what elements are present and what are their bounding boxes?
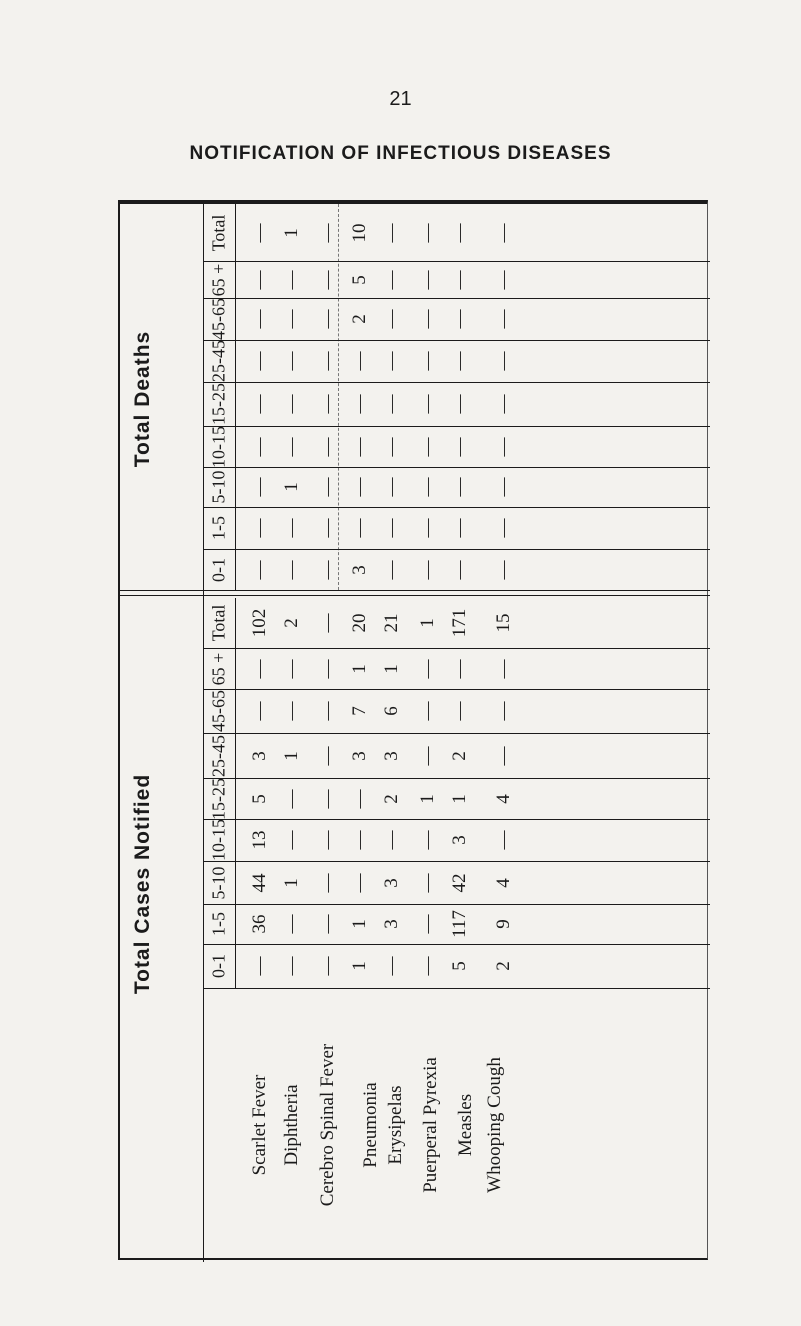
deaths-cell: —	[317, 518, 338, 538]
cases-cell: —	[281, 956, 302, 976]
cases-cell: —	[249, 956, 270, 976]
cases-cell: —	[493, 701, 514, 721]
deaths-cell: 10	[349, 223, 370, 242]
deaths-header-1: 1-5	[208, 516, 229, 540]
cases-cell: —	[417, 956, 438, 976]
cases-cell: 13	[249, 830, 270, 850]
deaths-cell: —	[281, 309, 302, 329]
cases-cell: 1	[281, 750, 302, 761]
row-rule	[203, 778, 710, 779]
cases-cell: —	[493, 830, 514, 850]
deaths-cell: —	[493, 351, 514, 371]
deaths-cell: —	[381, 518, 402, 538]
deaths-cell: —	[281, 270, 302, 289]
cases-cell: 1	[417, 618, 438, 628]
cases-cell: —	[493, 659, 514, 678]
deaths-header-4: 15-25	[208, 383, 229, 425]
cases-cell: 44	[249, 873, 270, 892]
header-column-rule	[235, 598, 236, 988]
cases-header-1: 1-5	[208, 912, 229, 936]
cases-cell: 1	[349, 919, 370, 929]
page-title: NOTIFICATION OF INFECTIOUS DISEASES	[189, 143, 612, 164]
deaths-cell: —	[249, 437, 270, 456]
cases-cell: —	[281, 659, 302, 678]
cases-cell: —	[249, 701, 270, 721]
cases-cell: 2	[381, 793, 402, 804]
disease-label: Whooping Cough	[484, 1057, 505, 1193]
deaths-cell: —	[417, 270, 438, 289]
deaths-cell: —	[317, 351, 338, 371]
cases-cell: —	[417, 746, 438, 765]
row-rule	[203, 819, 710, 820]
cases-cell: —	[281, 914, 302, 934]
row-rule	[203, 298, 710, 299]
deaths-cell: 5	[349, 274, 370, 285]
cases-header-3: 10-15	[208, 819, 229, 861]
cases-cell: 4	[493, 793, 514, 804]
deaths-cell: —	[317, 223, 338, 242]
deaths-cell: —	[493, 309, 514, 329]
cases-cell: 1	[349, 663, 370, 674]
cases-cell: 3	[449, 835, 470, 845]
cases-cell: —	[317, 873, 338, 892]
deaths-cell: —	[317, 560, 338, 579]
cases-header-6: 45-65	[208, 690, 229, 732]
cases-cell: 6	[381, 706, 402, 716]
row-rule	[203, 648, 710, 649]
cases-cell: —	[349, 789, 370, 808]
row-rule	[203, 861, 710, 862]
row-rule	[203, 340, 710, 341]
deaths-cell: —	[281, 518, 302, 538]
row-rule	[203, 426, 710, 427]
cases-cell: —	[381, 830, 402, 850]
cases-cell: 3	[249, 750, 270, 761]
section-title-deaths: Total Deaths	[131, 330, 154, 468]
deaths-cell: —	[349, 437, 370, 456]
deaths-cell: —	[317, 394, 338, 414]
deaths-cell: —	[493, 270, 514, 289]
cases-cell: 36	[249, 914, 270, 934]
cases-cell: 171	[449, 608, 470, 638]
deaths-cell: —	[493, 394, 514, 414]
cases-cell: 1	[449, 793, 470, 804]
cases-cell: 2	[493, 961, 514, 971]
notifications-table	[118, 200, 708, 1260]
deaths-header-2: 5-10	[208, 470, 229, 504]
cases-cell: —	[381, 956, 402, 976]
cases-cell: 4	[493, 877, 514, 888]
cases-header-7: 65 +	[208, 652, 229, 685]
cases-cell: —	[317, 830, 338, 850]
row-rule	[203, 689, 710, 690]
deaths-cell: —	[381, 437, 402, 456]
cases-cell: 7	[349, 706, 370, 716]
deaths-cell: —	[417, 560, 438, 579]
cases-header-0: 0-1	[208, 954, 229, 978]
deaths-cell: —	[493, 477, 514, 497]
cases-cell: —	[281, 701, 302, 721]
row-rule	[203, 904, 710, 905]
deaths-cell: —	[281, 560, 302, 579]
deaths-cell: —	[381, 270, 402, 289]
disease-label: Puerperal Pyrexia	[420, 1057, 441, 1193]
deaths-cell: —	[281, 351, 302, 371]
deaths-cell: —	[381, 351, 402, 371]
cases-cell: —	[249, 659, 270, 678]
cases-cell: —	[317, 701, 338, 721]
cases-cell: —	[449, 701, 470, 721]
deaths-cell: —	[417, 437, 438, 456]
cases-cell: 3	[381, 877, 402, 888]
deaths-cell: 2	[349, 314, 370, 324]
disease-label: Scarlet Fever	[249, 1074, 270, 1176]
deaths-cell: —	[493, 223, 514, 242]
page-number: 21	[389, 88, 412, 110]
row-rule	[203, 549, 710, 550]
deaths-cell: —	[449, 351, 470, 371]
deaths-cell: —	[417, 394, 438, 414]
deaths-cell: —	[417, 518, 438, 538]
cases-cell: 9	[493, 919, 514, 929]
cases-cell: 1	[381, 663, 402, 674]
cases-cell: —	[317, 613, 338, 633]
deaths-cell: —	[249, 394, 270, 414]
deaths-cell: —	[249, 309, 270, 329]
cases-cell: —	[417, 914, 438, 934]
cases-cell: —	[281, 830, 302, 850]
cases-cell: —	[349, 830, 370, 850]
deaths-cell: —	[249, 351, 270, 371]
row-rule	[203, 988, 710, 989]
deaths-cell: —	[281, 437, 302, 456]
deaths-cell: —	[417, 351, 438, 371]
deaths-header-5: 25-45	[208, 340, 229, 382]
deaths-cell: —	[349, 394, 370, 414]
deaths-cell: —	[381, 223, 402, 242]
disease-label: Erysipelas	[385, 1085, 406, 1165]
deaths-header-0: 0-1	[208, 557, 229, 582]
cases-cell: 1	[349, 961, 370, 971]
cases-cell: 1	[281, 877, 302, 888]
cases-cell: 20	[349, 613, 370, 633]
cases-cell: —	[417, 659, 438, 678]
cases-cell: 117	[449, 910, 470, 938]
deaths-cell: —	[417, 309, 438, 329]
deaths-cell: —	[249, 560, 270, 579]
cases-cell: 5	[449, 961, 470, 971]
deaths-cell: —	[449, 518, 470, 538]
deaths-cell: —	[249, 270, 270, 289]
deaths-cell: —	[417, 477, 438, 497]
deaths-cell: —	[381, 560, 402, 579]
deaths-cell: —	[349, 477, 370, 497]
deaths-cell: —	[317, 270, 338, 289]
cases-cell: 2	[281, 618, 302, 628]
deaths-cell: —	[449, 477, 470, 497]
deaths-cell: —	[381, 477, 402, 497]
deaths-cell: 3	[349, 564, 370, 575]
cases-cell: —	[317, 914, 338, 934]
deaths-cell: —	[349, 518, 370, 538]
cases-cell: 3	[381, 919, 402, 929]
deaths-cell: —	[449, 394, 470, 414]
cases-header-8: Total	[208, 604, 229, 642]
row-rule	[203, 733, 710, 734]
row-rule	[203, 382, 710, 383]
deaths-cell: —	[249, 477, 270, 497]
deaths-cell: —	[317, 437, 338, 456]
cases-cell: —	[493, 746, 514, 765]
deaths-cell: 1	[281, 482, 302, 492]
cases-cell: —	[317, 789, 338, 808]
deaths-cell: 1	[281, 227, 302, 238]
cases-cell: 15	[493, 613, 514, 633]
section-divider	[120, 590, 710, 591]
deaths-header-3: 10-15	[208, 425, 229, 468]
section-divider	[120, 595, 710, 596]
cases-cell: 102	[249, 608, 270, 638]
deaths-cell: —	[449, 270, 470, 289]
cases-header-4: 15-25	[208, 777, 229, 820]
cases-cell: —	[349, 873, 370, 892]
section-title-cases: Total Cases Notified	[131, 773, 154, 995]
cases-cell: —	[417, 830, 438, 850]
row-rule	[203, 944, 710, 945]
cases-header-2: 5-10	[208, 866, 229, 899]
disease-label: Measles	[455, 1093, 476, 1157]
deaths-cell: —	[349, 351, 370, 371]
deaths-header-8: Total	[208, 214, 229, 251]
deaths-cell: —	[417, 223, 438, 242]
cases-cell: 3	[349, 750, 370, 761]
deaths-cell: —	[281, 394, 302, 414]
cases-header-5: 25-45	[208, 734, 229, 777]
cases-cell: —	[281, 789, 302, 808]
cases-cell: —	[317, 956, 338, 976]
cases-cell: —	[317, 659, 338, 678]
disease-label: Pneumonia	[360, 1082, 381, 1168]
deaths-cell: —	[317, 309, 338, 329]
disease-label: Diphtheria	[281, 1084, 302, 1166]
deaths-header-6: 45-65	[208, 298, 229, 340]
cases-cell: 42	[449, 873, 470, 892]
cases-cell: 1	[417, 793, 438, 804]
cases-cell: —	[417, 701, 438, 721]
row-rule	[203, 507, 710, 508]
deaths-cell: —	[381, 309, 402, 329]
deaths-cell: —	[449, 560, 470, 579]
deaths-cell: —	[449, 309, 470, 329]
deaths-cell: —	[493, 437, 514, 456]
cases-cell: 21	[381, 613, 402, 633]
cases-cell: 5	[249, 793, 270, 804]
deaths-cell: —	[381, 394, 402, 414]
cases-cell: 3	[381, 750, 402, 761]
deaths-cell: —	[317, 477, 338, 497]
deaths-cell: —	[249, 518, 270, 538]
deaths-cell: —	[449, 437, 470, 456]
deaths-cell: —	[449, 223, 470, 242]
deaths-cell: —	[249, 223, 270, 242]
cases-cell: 2	[449, 750, 470, 761]
cases-cell: —	[317, 746, 338, 765]
row-rule	[203, 261, 710, 262]
disease-label: Cerebro Spinal Fever	[317, 1043, 338, 1207]
deaths-header-7: 65 +	[208, 263, 229, 296]
cases-cell: —	[417, 873, 438, 892]
deaths-cell: —	[493, 518, 514, 538]
row-rule	[203, 467, 710, 468]
deaths-cell: —	[493, 560, 514, 579]
cases-cell: —	[449, 659, 470, 678]
